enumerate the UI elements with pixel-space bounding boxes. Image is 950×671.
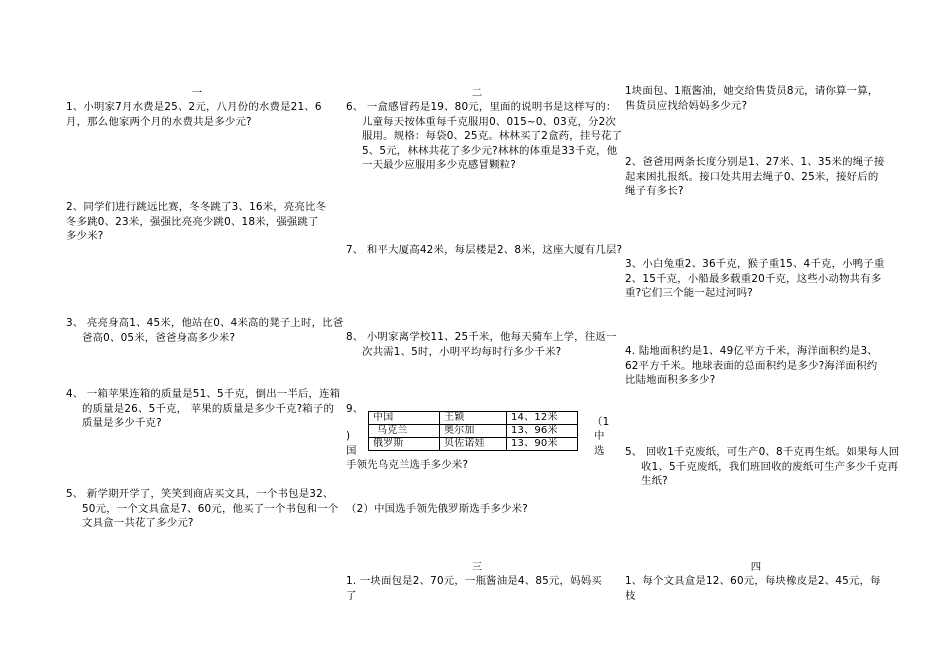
problem-3-2: 2、爸爸用两条长度分别是1、27米、1、35米的绳子接起来困扎报纸。接口处共用去绳子0、25米，接好后的绳子有多长? [625, 156, 885, 198]
problem-1-5: 5、 新学期开学了，笑笑到商店买文具，一个书包是32、50元，一个文具盒是7、60元，他买了一个书包和一个文具盒一共花了多少元? [66, 488, 339, 530]
table-cell: 王颖 [440, 412, 507, 425]
problem-3-3: 3、小白兔重2、36千克，猴子重15、4千克，小鸭子重2、15千克，小船最多载重20千克，这些小动物共有多重?它们三个能一起过河吗? [625, 258, 885, 300]
problem-three-1: 1. 一块面包是2、70元，一瓶酱油是4、85元，妈妈买了 [346, 575, 602, 602]
problem-1-4: 4、 一箱苹果连箱的质量是51、5千克，倒出一半后，连箱的质量是26、5千克， 苹果的质量是多少千克?箱子的质量是多少千克? [66, 388, 341, 430]
table-cell: 奥尔加 [440, 425, 507, 438]
section-header-four: 四 [750, 561, 762, 573]
table-cell: 中国 [369, 412, 440, 425]
table-cell: 乌克兰 [369, 425, 440, 438]
problem-2-9-aside-right3: 选 [594, 445, 605, 457]
table-cell: 贝佐诺娃 [440, 438, 507, 451]
table-cell: 13、96米 [507, 425, 578, 438]
problem-1-3: 3、 亮亮身高1、45米，他站在0、4米高的凳子上时，比爸爸高0、05米，爸爸身高多少米? [66, 317, 344, 344]
problem-2-9-aside-right2: 中 [594, 430, 605, 442]
table-row [369, 412, 578, 425]
problem-3-1-continued: 1块面包、1瓶酱油，她交给售货员8元，请你算一算，售货员应找给妈妈多少元? [625, 85, 879, 112]
problem-2-7: 7、 和平大厦高42米，每层楼是2、8米，这座大厦有几层? [346, 244, 623, 256]
problem-3-5: 5、 回收1千克废纸，可生产0、8千克再生纸。如果每人回收1、5千克废纸，我们班回收的废纸可生产多少千克再生纸? [625, 446, 900, 488]
problem-2-9-aside-right: （1 [592, 416, 610, 428]
table-row [369, 438, 578, 451]
problem-2-9-question-2: （2）中国选手领先俄罗斯选手多少米? [346, 503, 528, 515]
section-three [346, 560, 608, 602]
problem-2-9-aside-left: ) [346, 430, 351, 442]
problem-four-1: 1、每个文具盒是12、60元，每块橡皮是2、45元，每枝 [625, 575, 881, 602]
table-row [369, 425, 578, 438]
problem-1-2: 2、同学们进行跳远比赛，冬冬跳了3、16米，亮亮比冬冬多跳0、23米，强强比亮亮少跳0、18米，强强跳了多少米? [66, 201, 327, 243]
problem-2-6: 6、 一盒感冒药是19、80元，里面的说明书是这样写的：儿童每天按体重每千克服用0、015~0、03克，分2次服用。规格：每袋0、25克。林林买了2盒药，挂号花了5、5元，林林共花了多少元?林林的体重是33千克，他一天最少应服用多少克感冒颗粒? [346, 101, 623, 172]
problem-3-4: 4. 陆地面积约是1、49亿平方千米，海洋面积约是3、62平方千米。地球表面的总面积约是多少?海洋面积约比陆地面积多多少? [625, 345, 878, 387]
table-cell: 13、90米 [507, 438, 578, 451]
problem-2-9-question-1: 手领先乌克兰选手多少米? [346, 459, 469, 471]
problem-2-8: 8、 小明家离学校11、25千米，他每天骑车上学，往返一次共需1、5时，小明平均每时行多少千米? [346, 331, 617, 358]
section-header-two: 二 [471, 87, 483, 99]
athlete-table [368, 411, 578, 451]
section-header-three: 三 [471, 561, 483, 573]
column-one [66, 86, 344, 530]
section-header-one: 一 [191, 87, 203, 99]
problem-2-9-label: 9、 [346, 403, 364, 415]
problem-2-9-aside-left2: 国 [346, 445, 357, 457]
table-cell: 俄罗斯 [369, 438, 440, 451]
column-two [346, 86, 623, 515]
problem-1-1: 1、小明家7月水费是25、2元，八月份的水费是21、6月，那么他家两个月的水费共是多少元? [66, 101, 322, 128]
table-cell: 14、12米 [507, 412, 578, 425]
section-four [625, 560, 887, 602]
